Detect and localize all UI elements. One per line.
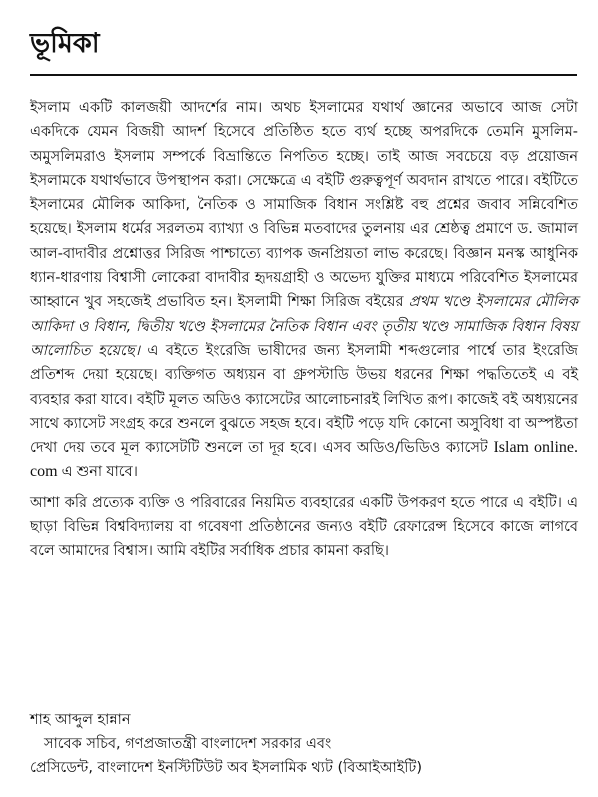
- page-heading: ভূমিকা: [30, 28, 100, 59]
- author-title-line-2: প্রেসিডেন্ট, বাংলাদেশ ইনস্টিটিউট অব ইসলামিক থ্যট (বিআইআইটি): [30, 760, 422, 776]
- heading-rule: [30, 74, 577, 76]
- preface-paragraph-1: [30, 96, 578, 485]
- preface-body: [30, 96, 578, 564]
- paragraph-1-text-b: এ বইতে ইংরেজি ভাষীদের জন্য ইসলামী শব্দগুলোর পার্শ্বে তার ইংরেজি প্রতিশব্দ দেয়া হয়েছে। ব্যক্তিগত অধ্যয়ন বা গ্রুপস্টাডি উভয় ধরনের শিক্ষা পদ্ধতিতেই এ বই ব্যবহার করা যাবে। বইটি মূলত অডিও ক্যাসেটের আলোচনারই লিখিত রূপ। কাজেই বই অধ্যয়নের সাথে ক্যাসেট সংগ্রহ করে শুনলে বুঝতে সহজ হবে। বইটি পড়ে যদি কোনো অসুবিধা বা অস্পষ্টতা দেখা দেয় তবে মূল ক্যাসেটটি শুনলে তা দূর হবে। এসব অডিও/ভিডিও ক্যাসেট: [30, 342, 578, 457]
- author-signature-block: [30, 708, 580, 780]
- website-name: Islam online. com: [30, 439, 578, 481]
- author-name: শাহ আব্দুল হান্নান: [30, 712, 131, 728]
- paragraph-1-italic-text: প্রথম খণ্ডে ইসলামের মৌলিক আকিদা ও বিধান, দ্বিতীয় খণ্ডে ইসলামের নৈতিক বিধান এবং তৃতীয় খণ্ডে সামাজিক বিধান বিষয় আলোচিত হয়েছে।: [30, 294, 578, 359]
- paragraph-1-text-c: এ শুনা যাবে।: [57, 464, 138, 481]
- paragraph-1-text-a: ইসলাম একটি কালজয়ী আদর্শের নাম। অথচ ইসলামের যথার্থ জ্ঞানের অভাবে আজ সেটা একদিকে যেমন বিজয়ী আদর্শ হিসেবে প্রতিষ্ঠিত হতে ব্যর্থ হচ্ছে অপরদিকে তেমনি মুসলিম-অমুসলিমরাও ইসলাম সম্পর্কে বিভ্রান্তিতে নিপতিত হচ্ছে। তাই আজ সবচেয়ে বড় প্রয়োজন ইসলামকে যথার্থভাবে উপস্থাপন করা। সেক্ষেত্রে এ বইটি গুরুত্বপূর্ণ অবদান রাখতে পারে। বইটিতে ইসলামের মৌলিক আকিদা, নৈতিক ও সামাজিক বিধান সংশ্লিষ্ট বহু প্রশ্নের জবাব সন্নিবেশিত হয়েছে। ইসলাম ধর্মের সরলতম ব্যাখ্যা ও বিভিন্ন মতবাদের তুলনায় এর শ্রেষ্ঠত্ব প্রমাণে ড. জামাল আল-বাদাবীর প্রশ্নোত্তর সিরিজ পাশ্চাত্যে ব্যাপক জনপ্রিয়তা লাভ করেছে। বিজ্ঞান মনস্ক আধুনিক ধ্যান-ধারণায় বিশ্বাসী লোকেরা বাদাবীর হৃদয়গ্রাহী ও অভেদ্য যুক্তির মাধ্যমে পরিবেশিত ইসলামের আহ্বানে খুব সহজেই প্রভাবিত হন। ইসলামী শিক্ষা সিরিজ বইয়ের: [30, 100, 578, 311]
- preface-paragraph-2: আশা করি প্রত্যেক ব্যক্তি ও পরিবারের নিয়মিত ব্যবহারের একটি উপকরণ হতে পারে এ বইটি। এ ছাড়া বিভিন্ন বিশ্ববিদ্যালয় বা গবেষণা প্রতিষ্ঠানের জন্যও বইটি রেফারেন্স হিসেবে কাজে লাগবে বলে আমাদের বিশ্বাস। আমি বইটির সর্বাধিক প্রচার কামনা করছি।: [30, 494, 578, 560]
- author-title-line-1: সাবেক সচিব, গণপ্রজাতন্ত্রী বাংলাদেশ সরকার এবং: [44, 736, 332, 752]
